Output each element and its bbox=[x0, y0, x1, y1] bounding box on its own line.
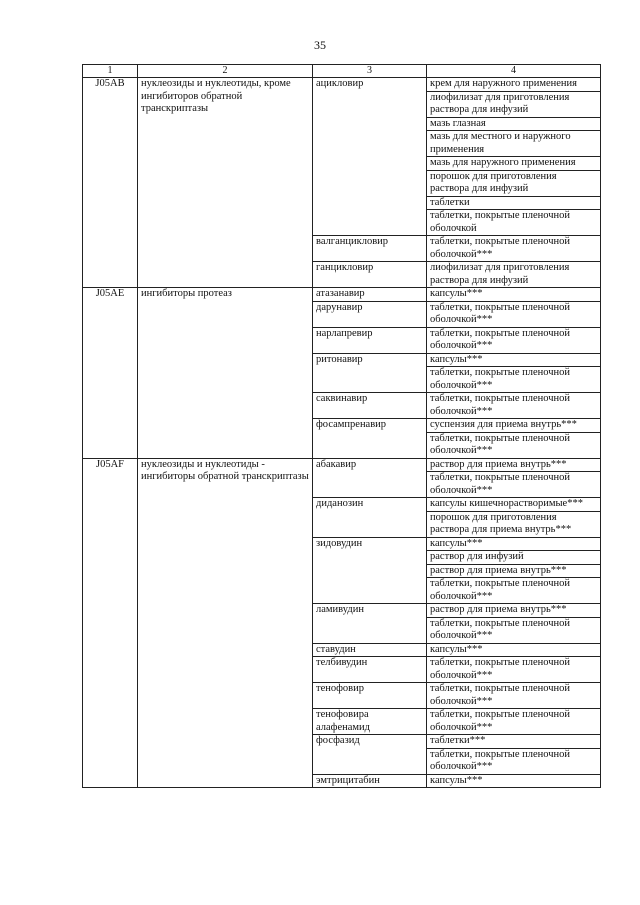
table-body bbox=[83, 78, 601, 788]
drug-name-cell: ацикловир bbox=[313, 78, 427, 236]
drug-name-cell: тенофовир bbox=[313, 683, 427, 709]
group-name-cell: ингибиторы протеаз bbox=[138, 288, 313, 459]
drug-name-cell: телбивудин bbox=[313, 657, 427, 683]
column-header-2: 2 bbox=[138, 65, 313, 78]
dosage-form-cell: таблетки, покрытые пленочной оболочкой*** bbox=[427, 472, 601, 498]
atc-code-cell: J05AE bbox=[83, 288, 138, 459]
drug-name-cell: эмтрицитабин bbox=[313, 774, 427, 788]
dosage-form-cell: раствор для приема внутрь*** bbox=[427, 564, 601, 578]
drug-name-cell: фосампренавир bbox=[313, 419, 427, 459]
dosage-form-cell: таблетки, покрытые пленочной оболочкой*** bbox=[427, 432, 601, 458]
drug-name-cell: саквинавир bbox=[313, 393, 427, 419]
table-row bbox=[83, 458, 601, 472]
drug-name-cell: диданозин bbox=[313, 498, 427, 538]
dosage-form-cell: капсулы*** bbox=[427, 537, 601, 551]
drug-name-cell: валганцикловир bbox=[313, 236, 427, 262]
dosage-form-cell: мазь глазная bbox=[427, 117, 601, 131]
group-name-cell: нуклеозиды и нуклеотиды - ингибиторы обратной транскриптазы bbox=[138, 458, 313, 788]
drug-name-cell: ритонавир bbox=[313, 353, 427, 393]
drug-name-cell: ганцикловир bbox=[313, 262, 427, 288]
dosage-form-cell: порошок для приготовления раствора для инфузий bbox=[427, 170, 601, 196]
dosage-form-cell: капсулы*** bbox=[427, 643, 601, 657]
drug-name-cell: ставудин bbox=[313, 643, 427, 657]
dosage-form-cell: таблетки, покрытые пленочной оболочкой*** bbox=[427, 748, 601, 774]
dosage-form-cell: крем для наружного применения bbox=[427, 78, 601, 92]
dosage-form-cell: лиофилизат для приготовления раствора для инфузий bbox=[427, 262, 601, 288]
dosage-form-cell: мазь для наружного применения bbox=[427, 157, 601, 171]
dosage-form-cell: таблетки, покрытые пленочной оболочкой*** bbox=[427, 393, 601, 419]
dosage-form-cell: капсулы*** bbox=[427, 353, 601, 367]
table-row bbox=[83, 288, 601, 302]
drug-name-cell: фосфазид bbox=[313, 735, 427, 775]
atc-code-cell: J05AF bbox=[83, 458, 138, 788]
dosage-form-cell: таблетки, покрытые пленочной оболочкой*** bbox=[427, 367, 601, 393]
dosage-form-cell: раствор для инфузий bbox=[427, 551, 601, 565]
drug-name-cell: тенофовира алафенамид bbox=[313, 709, 427, 735]
dosage-form-cell: таблетки, покрытые пленочной оболочкой*** bbox=[427, 236, 601, 262]
dosage-form-cell: капсулы*** bbox=[427, 774, 601, 788]
dosage-form-cell: суспензия для приема внутрь*** bbox=[427, 419, 601, 433]
dosage-form-cell: таблетки, покрытые пленочной оболочкой*** bbox=[427, 617, 601, 643]
drug-name-cell: ламивудин bbox=[313, 604, 427, 644]
dosage-form-cell: таблетки, покрытые пленочной оболочкой*** bbox=[427, 709, 601, 735]
column-header-3: 3 bbox=[313, 65, 427, 78]
dosage-form-cell: таблетки, покрытые пленочной оболочкой bbox=[427, 210, 601, 236]
atc-code-cell: J05AB bbox=[83, 78, 138, 288]
dosage-form-cell: таблетки, покрытые пленочной оболочкой*** bbox=[427, 301, 601, 327]
dosage-form-cell: капсулы*** bbox=[427, 288, 601, 302]
drug-name-cell: нарлапревир bbox=[313, 327, 427, 353]
dosage-form-cell: таблетки, покрытые пленочной оболочкой*** bbox=[427, 327, 601, 353]
drug-name-cell: атазанавир bbox=[313, 288, 427, 302]
table-header-row bbox=[83, 65, 601, 78]
drug-table bbox=[82, 64, 601, 788]
dosage-form-cell: таблетки, покрытые пленочной оболочкой*** bbox=[427, 683, 601, 709]
dosage-form-cell: таблетки*** bbox=[427, 735, 601, 749]
column-header-1: 1 bbox=[83, 65, 138, 78]
page-number: 35 bbox=[314, 38, 326, 52]
table-row bbox=[83, 78, 601, 92]
dosage-form-cell: мазь для местного и наружного применения bbox=[427, 131, 601, 157]
drug-name-cell: зидовудин bbox=[313, 537, 427, 604]
dosage-form-cell: порошок для приготовления раствора для приема внутрь*** bbox=[427, 511, 601, 537]
column-header-4: 4 bbox=[427, 65, 601, 78]
drug-name-cell: абакавир bbox=[313, 458, 427, 498]
dosage-form-cell: таблетки, покрытые пленочной оболочкой*** bbox=[427, 578, 601, 604]
dosage-form-cell: таблетки bbox=[427, 196, 601, 210]
dosage-form-cell: лиофилизат для приготовления раствора для инфузий bbox=[427, 91, 601, 117]
drug-name-cell: дарунавир bbox=[313, 301, 427, 327]
dosage-form-cell: таблетки, покрытые пленочной оболочкой*** bbox=[427, 657, 601, 683]
dosage-form-cell: капсулы кишечнорастворимые*** bbox=[427, 498, 601, 512]
dosage-form-cell: раствор для приема внутрь*** bbox=[427, 604, 601, 618]
group-name-cell: нуклеозиды и нуклеотиды, кроме ингибиторов обратной транскриптазы bbox=[138, 78, 313, 288]
dosage-form-cell: раствор для приема внутрь*** bbox=[427, 458, 601, 472]
